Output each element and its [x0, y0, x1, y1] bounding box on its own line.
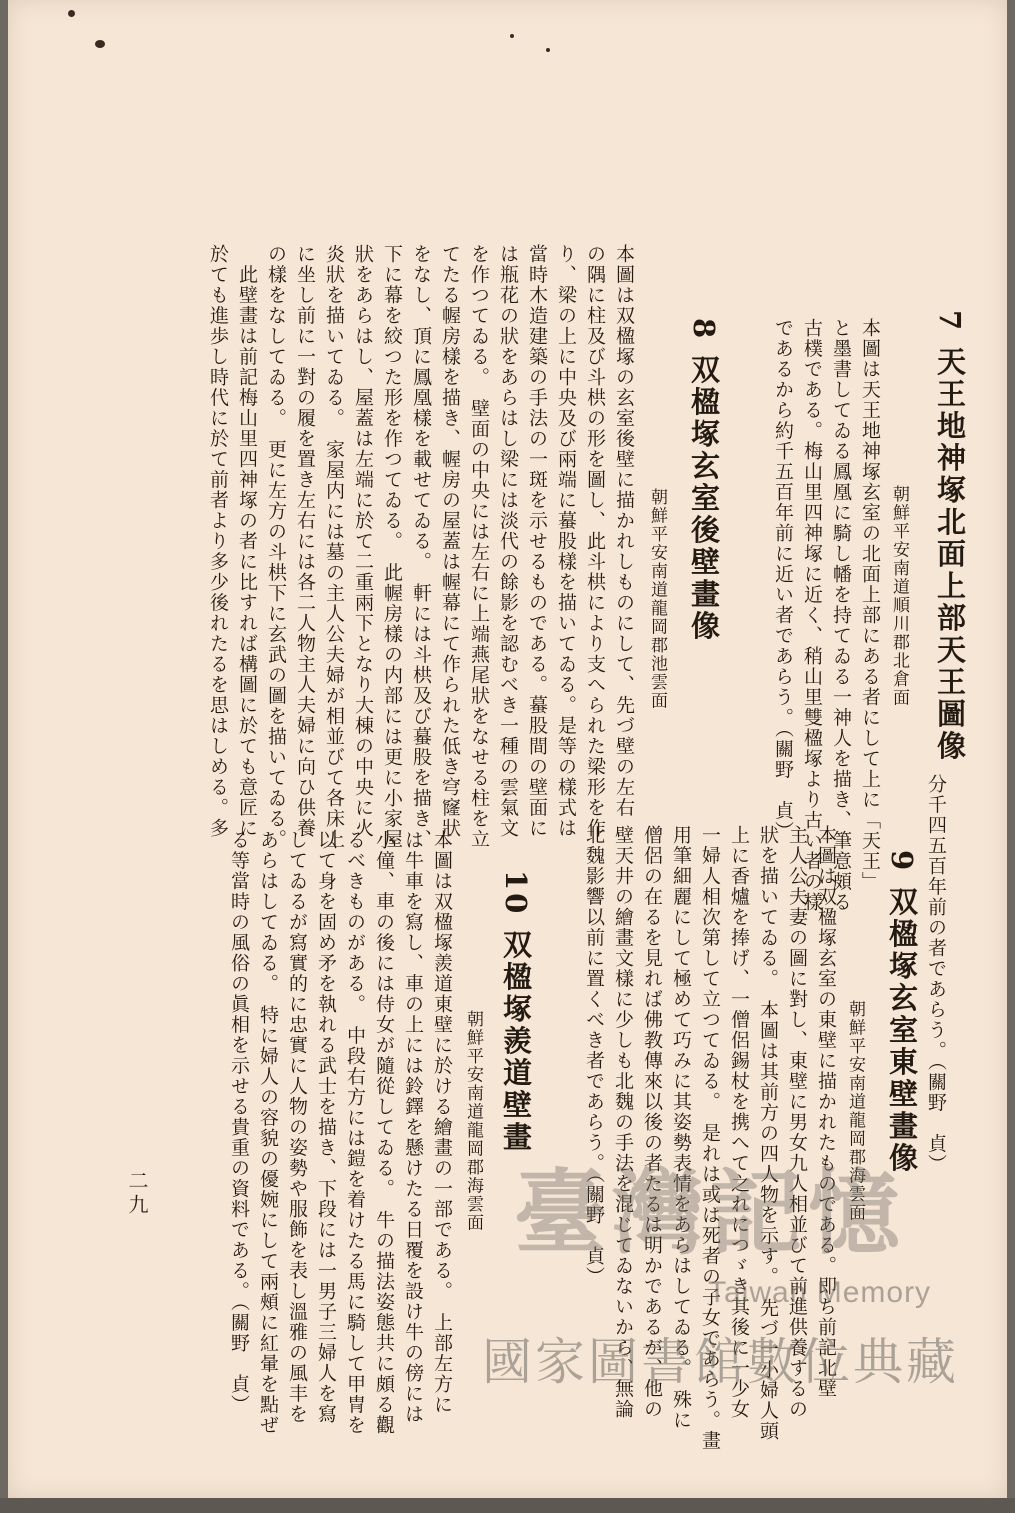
ink-speck [68, 10, 75, 17]
section-8-body [158, 244, 638, 850]
section-9-line: 狀を描いてゐる。 本圖は其前方の四人物を示す。 先づ一小婦人頭 [757, 825, 779, 1442]
watermark-chinese: 國家圖書館數位典藏 [482, 1333, 959, 1391]
section-9-line: 上に香爐を捧げ、一僧侶錫杖を携へて之れにつゞき其後に一少女 [728, 825, 750, 1420]
section-8-line: てたる幄房樣を描き、幄房の屋蓋は幄幕にて作られた低き穹窿狀 [439, 244, 461, 839]
section-8-line: り、梁の上に中央及び兩端に蟇股樣を描いてゐる。是等の樣式は [555, 244, 577, 839]
section-10-line: あらはしてゐる。 特に婦人の容貌の優婉にして兩頰に紅暈を點ぜ [257, 830, 279, 1436]
section-9-location: 朝鮮平安南道龍岡郡海雲面 [845, 1000, 865, 1222]
page-number: 二九 [125, 1170, 149, 1218]
watermark-english: Taiwan Memory [708, 1276, 932, 1309]
section-7-number: 7 [933, 310, 967, 334]
section-9-line: 用筆細麗にして極めて巧みに其姿勢表情をあらはしてゐる。 殊に [670, 825, 692, 1431]
section-10-line: 小僮、車の後には侍女が隨從してゐる。 牛の描法姿態共に頗る觀 [373, 830, 395, 1436]
section-10-title [496, 870, 536, 1153]
scan-bottom-edge [0, 1498, 1015, 1513]
section-8-line: 炎狀を描いてゐる。 家屋内には墓の主人公夫婦が相並びて各床上 [323, 244, 345, 850]
section-10-line: る等當時の風俗の眞相を示せる貴重の資料である。（關野 貞） [228, 830, 250, 1415]
section-10-body [190, 830, 456, 1436]
section-10-number: 10 [499, 870, 533, 917]
section-7-line: であるから約千五百年前に近い者であらう。（關野 貞） [772, 318, 794, 842]
section-8-line: 當時木造建築の手法の一斑を示せるものである。蟇股間の壁面に [526, 244, 548, 839]
section-8-number: 8 [687, 318, 721, 342]
ink-speck [546, 48, 550, 52]
section-8-line: に坐し前に一對の履を置き左右には各二人物主人夫婦に向ひ供養 [294, 244, 316, 839]
section-8-line: を作つてゐる。 壁面の中央には左右に上端燕尾狀をなせる柱を立 [468, 244, 490, 850]
section-7-line: と墨書してゐる鳳凰に騎し幡を持てゐる一神人を描き、筆意頗る [830, 318, 852, 913]
section-8-line: 下に幕を絞つた形を作つてゐる。 此幄房樣の内部には更に小家屋 [381, 244, 403, 850]
section-7-line: 古樸である。梅山里四神塚に近く、稍山里雙楹塚より古い者の樣 [801, 318, 823, 913]
section-10-line: 本圖は双楹塚羨道東壁に於ける繪畫の一部である。 上部左方に [431, 830, 453, 1415]
section-10-title-text: 双楹塚羨道壁畫 [499, 929, 533, 1154]
section-10-line: してゐるが寫實的に忠實に人物の姿勢や服飾を表し溫雅の風丰を [286, 830, 308, 1425]
section-10-location: 朝鮮平安南道龍岡郡海雲面 [463, 1010, 483, 1232]
section-8-location: 朝鮮平安南道龍岡郡池雲面 [647, 488, 667, 710]
section-10-line: 以て身を固め矛を執れる武士を描き、下段には一男子三婦人を寫 [315, 830, 337, 1425]
section-7-title [930, 310, 970, 762]
section-7-title-text: 天王地神塚北面上部天王圖像 [933, 346, 967, 763]
section-8-line: 此壁畫は前記梅山里四神塚の者に比すれば構圖に於ても意匠に [236, 244, 258, 839]
section-8-line: 狀をあらはし、屋蓋は左端に於て二重兩下となり大棟の中央に火 [352, 244, 374, 839]
section-10-line: は牛車を寫し、車の上には鈴鐸を懸けたる日覆を設け牛の傍には [402, 830, 424, 1425]
section-9-number: 9 [885, 850, 919, 874]
section-9-title [882, 850, 922, 1174]
section-8-title [684, 318, 724, 642]
section-7-line: 本圖は天王地神塚玄室の北面上部にある者にして上に「天王」 [859, 318, 881, 892]
section-9-lead-line: 分千四五百年前の者であらう。（關野 貞） [925, 774, 947, 1175]
section-8-line: 於ても進歩し時代に於て前者より多少後れたるを思はしめる。多 [207, 244, 229, 839]
section-8-line: をなし、頂に鳳凰樣を載せてゐる。 軒には斗栱及び蟇股を描き、 [410, 244, 432, 850]
section-8-title-text: 双楹塚玄室後壁畫像 [687, 354, 721, 643]
document-page [8, 0, 1007, 1498]
section-9-title-text: 双楹塚玄室東壁畫像 [885, 886, 919, 1175]
section-9-line: 主人公夫妻の圖に對し、東壁に男女九人相並びて前進供養するの [786, 825, 808, 1420]
section-8-line: は瓶花の狀をあらはし梁には淡代の餘影を認むべき一種の雲氣文 [497, 244, 519, 839]
section-9-line: 一婦人相次第して立つてゐる。 是れは或は死者の子女であらう。畫 [699, 825, 721, 1451]
ink-speck [510, 34, 514, 38]
section-8-line: の樣をなしてゐる。 更に左方の斗栱下に玄武の圖を描いてゐる。 [265, 244, 287, 850]
section-7-body [744, 318, 884, 913]
section-9-line: 壁天井の繪畫文樣に少しも北魏の手法を混じてゐないから、無論 [612, 825, 634, 1420]
section-9-line: 北魏影響以前に置くべき者であらう。（關野 貞） [583, 825, 605, 1287]
section-10-line: るべきものがある。 中段右方には鎧を着けたる馬に騎して甲冑を [344, 830, 366, 1436]
section-7-location: 朝鮮平安南道順川郡北倉面 [889, 485, 909, 707]
section-9-line: 僧侶の在るを見れば佛教傳來以後の者たるは明かであるが、他の [641, 825, 663, 1420]
section-8-line: 本圖は双楹塚の玄室後壁に描かれしものにして、先づ壁の左右 [613, 244, 635, 818]
ink-speck [95, 40, 105, 48]
watermark-calligraphy: 臺灣記憶 [514, 1159, 907, 1267]
section-9-line: 本圖は双楹塚玄室の東壁に描かれたものである。即ち前記北壁 [815, 825, 837, 1399]
section-8-line: の隅に柱及び斗栱の形を圖し、此斗栱により支へられた梁形を作 [584, 244, 606, 839]
